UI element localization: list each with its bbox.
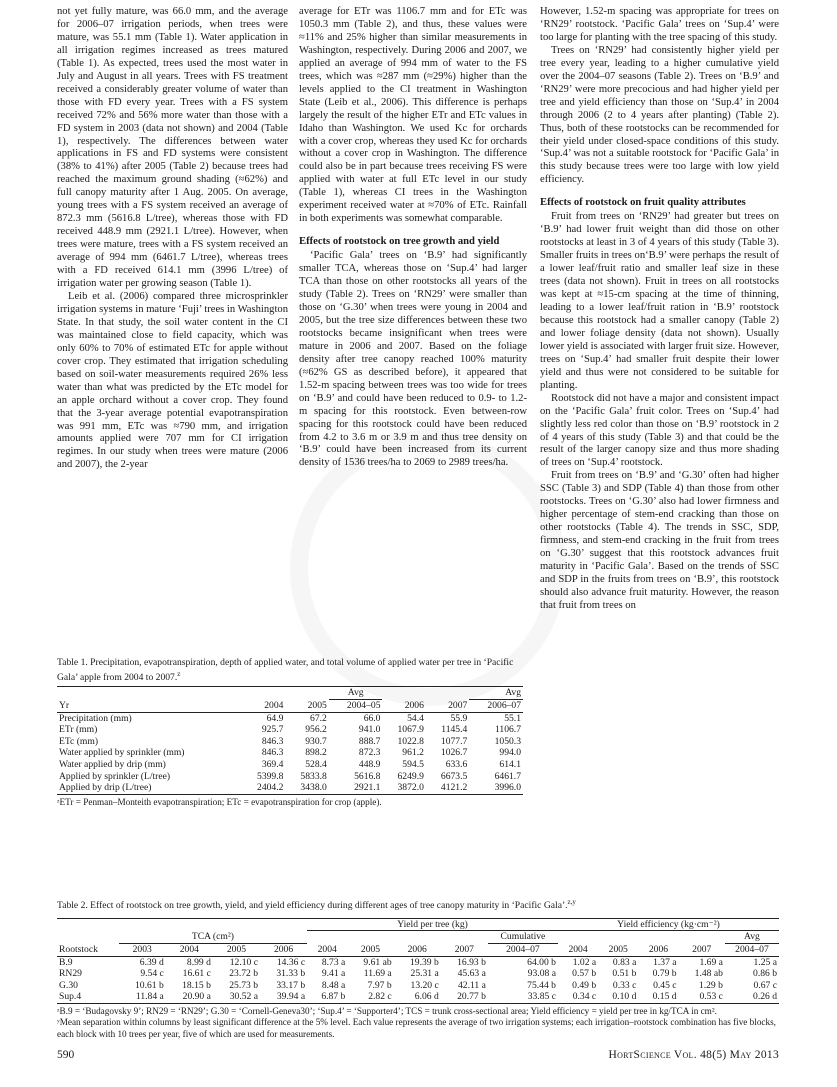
table-2-grid [57,918,779,1004]
row-label: Applied by drip (L/tree) [57,782,242,794]
row-label: Applied by sprinkler (L/tree) [59,770,171,782]
table-cell: 6461.7 [494,770,521,782]
table-cell: 10.61 b [135,979,164,991]
table-cell: 18.15 b [182,979,211,991]
table-cell: 1022.8 [397,735,424,747]
table-cell: 1.48 ab [694,968,723,980]
table-header: Rootstock [57,943,119,956]
table-header: 2006–07 [469,699,523,712]
row-label: G.30 [59,979,78,991]
table-header: 2005 [598,943,638,956]
table-cell: 0.86 b [753,968,777,980]
table-cell: 0.10 d [598,991,638,1003]
table-cell: 3872.0 [382,782,425,794]
table-cell: 7.97 b [367,979,392,991]
table-cell: 5833.8 [300,770,327,782]
table-cell: 0.45 c [653,979,677,991]
row-label: Sup.4 [57,991,119,1003]
table-cell: 9.54 c [140,968,164,980]
section-heading: Effects of rootstock on tree growth and yield [299,236,500,248]
table-cell: 8.99 d [186,956,211,968]
table-cell: 6249.9 [397,770,424,782]
table-cell: 961.2 [402,747,424,759]
table-cell: 994.0 [499,747,521,759]
table-2 [57,897,779,1040]
table-cell: 594.5 [402,758,424,770]
table-cell: 1.25 a [753,956,777,968]
table-cell: 1.69 a [699,956,723,968]
table-cell: 1.02 a [572,956,597,968]
table-row [57,759,523,771]
table-row [57,771,523,783]
table-cell: 1026.7 [440,747,468,759]
table-cell: 6.06 d [394,991,441,1003]
section-heading: Effects of rootstock on fruit quality attributes [540,197,746,209]
table-subheader: Cumulative [488,931,558,944]
table-caption [57,897,779,912]
table-caption-text: Table 2. Effect of rootstock on tree growth, yield, and yield efficiency during different ages of tree canopy maturity in ‘Pacific Gala’. [57,900,568,912]
table-cell: 0.15 d [638,991,678,1003]
table-cell: 23.72 b [229,968,258,980]
journal-citation: HortScience Vol. 48(5) May 2013 [608,1049,779,1061]
table-row [57,736,523,748]
table-cell: 0.67 c [753,979,777,991]
table-cell: 898.2 [305,747,327,759]
table-row [57,712,523,724]
table-header: 2005 [213,943,260,956]
table-cell: 31.33 b [276,968,306,980]
table-cell: 0.33 c [612,979,637,991]
table-header: Yr [57,699,242,712]
table-cell: 0.57 b [572,968,597,980]
table-cell: 925.7 [261,724,284,736]
table-header: 2005 [347,943,393,956]
table-header: 2006 [638,943,678,956]
table-cell: 19.39 b [409,956,439,968]
table-row [57,747,523,759]
table-cell: 0.51 b [612,968,637,980]
table-cell: 55.9 [450,712,468,724]
table-cell: 11.84 a [119,991,166,1003]
table-cell: 13.20 c [410,979,439,991]
table-subheader: Avg [725,931,779,944]
page-number: 590 [57,1049,75,1061]
table-cell: 888.7 [358,735,381,747]
table-cell: 930.7 [305,735,327,747]
table-row [57,724,523,736]
table-cell: 0.53 c [679,991,725,1003]
table-cell: 45.63 a [457,968,486,980]
table-header: 2007 [426,699,469,712]
table-cell: 846.3 [261,747,284,759]
paragraph: ‘Pacific Gala’ trees on ‘B.9’ had significantly smaller TCA, whereas those on ‘Sup.4’ had larger TCA than those on other rootstocks all years of the study (Table 2). Trees on ‘RN29’ were smaller than those on ‘G.30’ when trees were young in 2004 and 2005, but the tree size differences between these two rootstocks became insignificant when trees were mature in 2006 and 2007. Based on the foliage density after tree canopy reached 100% maturity (≈62% GS as described before), it appeared that 1.52-m spacing between trees was too wide for trees on ‘B.9’ and could have been reduced to 0.9- to 1.2-m spacing for this rootstock. Even between-row spacing for this rootstock could have been reduced from 4.2 to 3.6 m or 3.9 m and thus tree density on ‘B.9’ could have been increased from its current density of 1536 trees/ha to 2069 to 2989 trees/ha. [299,250,527,469]
table-footnote: ʸMean separation within columns by least significant difference at the 5% level. Each value represents the average of two irrigation systems; each irrigation–rootstock combination has five blocks, each block with 10 trees per year, five of which are used for measurements. [57,1017,776,1039]
table-cell: 0.83 a [612,956,637,968]
table-group-header: Yield per tree (kg) [307,918,558,931]
table-cell: 0.26 d [725,991,779,1003]
text-column-1 [57,6,288,472]
table-header: 2007 [679,943,725,956]
paragraph: Fruit from trees on ‘B.9’ and ‘G.30’ often had higher SSC (Table 3) and SDP (Table 4) than those from other rootstocks. Trees on ‘G.30’ also had lower firmness and higher percentage of stem-end cracking than those on other rootstocks (Table 4). The trends in SSC, SDP, firmness, and stem-end cracking in the fruit from trees on ‘G.30’ suggest that this rootstock advances fruit maturity in ‘Pacific Gala’. Based on the trends of SSC and SDP in the fruits from trees on ‘B.9’, this rootstock should also advance fruit maturity. However, the reason that fruit from trees on [540,470,779,611]
table-cell: 633.6 [445,758,468,770]
table-cell: 20.77 b [441,991,488,1003]
table-cell: 6.87 b [307,991,347,1003]
paragraph: However, 1.52-m spacing was appropriate for trees on ‘RN29’ rootstock. ‘Pacific Gala’ trees on ‘Sup.4’ were too large for planting with the tree spacing of this study. [540,6,779,43]
table-row [57,968,779,980]
text-column-3 [540,6,779,613]
table-header: 2006 [394,943,441,956]
table-cell: 1.29 b [698,979,723,991]
table-cell: 12.10 c [229,956,258,968]
table-group-header: Yield efficiency (kg·cm⁻²) [558,918,779,931]
table-header: 2004–05 [329,699,383,712]
table-cell: 67.2 [310,712,327,724]
table-header: 2003 [119,943,166,956]
table-cell: 30.52 a [213,991,260,1003]
table-cell: 42.11 a [457,979,486,991]
table-cell: 9.61 ab [363,956,392,968]
table-cell: 0.49 b [572,979,597,991]
paragraph: Fruit from trees on ‘RN29’ had greater but trees on ‘B.9’ had lower fruit weight than did those on other rootstocks at least in 3 of 4 years of this study (Table 3). Smaller fruits in trees on‘B.9’ were perhaps the result of a lower leaf/fruit ratio and smaller leaf size in these trees (data not shown). Fruit in trees on all rootstocks was kept at ≈15-cm spacing at the time of thinning, leading to a lower leaf/fruit ration in ‘B.9’ rootstock because this rootstock had a smaller canopy (Table 2) and lower foliage density (data not shown). Usually lower yield is associated with larger fruit size. However, trees on ‘Sup.4’ had smaller fruit despite their lower yield and thus were not considered to be suitable for planting. [540,211,779,391]
table-cell: 6.39 d [139,956,164,968]
table-cell: 16.61 c [182,968,211,980]
table-header: 2006 [382,699,425,712]
table-cell: 25.31 a [410,968,439,980]
table-row [57,956,779,968]
table-header: 2007 [441,943,488,956]
table-header: 2004 [242,699,285,712]
table-header-avg: Avg [329,687,383,700]
table-cell: 14.36 c [276,956,306,968]
table-header: 2004 [307,943,347,956]
paragraph: average for ETr was 1106.7 mm and for ETc was 1050.3 mm (Table 2), and thus, these values were ≈11% and 25% higher than similar measurements in Washington, respectively. During 2006 and 2007, we applied an average of 994 mm of water to the FS trees, which was ≈287 mm (≈29%) higher than the levels applied to the CI treatment in Washington State (Leib et al., 2006). This difference is perhaps largely the result of the higher ETr and ETc values in Idaho than Washington. We used Kc for orchards with a cover crop, whereas they used Kc for orchards without a cover crop in Washington. The difference could also be in part because trees receiving FS were applied with water at full ETc level in our study (Table 1), whereas CI trees in the Washington experiment received water at ≈70% of ETc. Rainfall in both experiments was somewhat comparable. [299,6,527,225]
table-cell: 3996.0 [469,782,523,794]
paragraph: Leib et al. (2006) compared three microsprinkler irrigation systems in mature ‘Fuji’ trees in Washington State. In that study, the soil water content in the CI was maintained close to field capacity, which was only 60% to 70% of estimated ETc for apple without cover crop. They estimated that irrigation scheduling based on soil-water measurements required 26% less water than what was predicted by the ETc model for an apple orchard without a cover crop. They found that the 3-year average potential evapotranspiration was 991 mm, ETc was ≈790 mm, and irrigation amounts applied were 707 mm for CI irrigation regimes. In our study when trees were mature (2006 and 2007), the 2-year [57,290,288,471]
table-cell: 2921.1 [329,782,383,794]
table-cell: 4121.2 [426,782,469,794]
table-cell: 1050.3 [494,735,521,747]
table-cell: 33.85 c [488,991,558,1003]
paragraph: Trees on ‘RN29’ had consistently higher yield per tree every year, leading to a higher cumulative yield over the 2004–07 seasons (Table 2). Trees on ‘B.9’ and ‘RN29’ were more precocious and had higher yield per tree and yield efficiency than those on ‘Sup.4’ in 2004 through 2006 (2 to 4 years after planting) (Table 2). Thus, both of these rootstocks can be recommended for their yield under closed-space conditions of this study. ‘Sup.4’ was not a suitable rootstock for ‘Pacific Gala’ in this study because trees were too large with low yield efficiency. [540,44,779,186]
table-header: 2006 [260,943,307,956]
table-cell: 3438.0 [285,782,328,794]
table-cell: 0.79 b [652,968,677,980]
table-row [57,980,779,992]
footnote-mark: z,y [567,898,576,906]
table-cell: 956.2 [305,724,327,736]
table-row [57,782,523,794]
table-row [57,991,779,1003]
table-cell: 6673.5 [440,770,468,782]
table-cell: 64.00 b [527,956,556,968]
row-label: Water applied by drip (mm) [59,758,166,770]
row-label: B.9 [59,956,73,968]
table-cell: 11.69 a [363,968,392,980]
row-label: ETr (mm) [59,724,98,736]
table-cell: 1106.7 [494,724,521,736]
table-cell: 1077.7 [440,735,468,747]
table-cell: 2404.2 [242,782,285,794]
table-cell: 614.1 [499,758,521,770]
table-cell: 25.73 b [229,979,258,991]
table-cell: 5399.8 [257,770,284,782]
table-cell: 33.17 b [276,979,306,991]
table-caption [57,657,523,683]
table-header: 2005 [285,699,328,712]
table-cell: 75.44 b [527,979,556,991]
table-header: 2004–07 [488,943,558,956]
table-cell: 448.9 [358,758,381,770]
table-cell: 16.93 b [457,956,486,968]
table-cell: 66.0 [363,712,381,724]
row-label: Water applied by sprinkler (mm) [59,747,185,759]
table-cell: 941.0 [358,724,381,736]
paragraph: Rootstock did not have a major and consistent impact on the ‘Pacific Gala’ fruit color. Trees on ‘Sup.4’ had slightly less red color than those on ‘B.9’ rootstock in 2 of 4 years of this study (Table 3) and that could be the result of the larger canopy size and thus more shading of trees on ‘Sup.4’ rootstock. [540,392,779,469]
table-footnote: ᶻB.9 = ‘Budagovsky 9’; RN29 = ‘RN29’; G.30 = ‘Cornell-Geneva30’; ‘Sup.4’ = ‘Supporter4’; TCS = trunk cross-sectional area; Yield efficiency = yield per tree in kg/TCA in cm². [57,1005,717,1016]
row-label: RN29 [59,968,82,980]
table-cell: 64.9 [266,712,284,724]
table-cell: 9.41 a [321,968,346,980]
table-cell: 1067.9 [397,724,424,736]
table-cell: 55.1 [504,712,521,724]
row-label: ETc (mm) [59,735,99,747]
table-header: 2004–07 [725,943,779,956]
table-caption-text: Table 1. Precipitation, evapotranspiration, depth of applied water, and total volume of applied water per tree in ‘Pacific Gala’ apple from 2004 to 2007. [57,657,514,683]
table-cell: 39.94 a [260,991,307,1003]
table-cell: 5616.8 [354,770,381,782]
table-cell: 528.4 [305,758,327,770]
paragraph: not yet fully mature, was 66.0 mm, and the average for 2006–07 irrigation periods, when trees were mature, was 55.1 mm (Table 1). Water application in all irrigation regimes increased as trees matured (Table 1). As expected, trees used the most water in July and August in all years. Trees with FS treatment received a considerably greater volume of water than those with FD every year. Trees with a FS system received 72% and 56% more water than those with a FD system in 2003 (data not shown) and 2004 (Table 1), respectively. The differences between water applications in FS and FD systems were consistent (38% to 41%) after 2005 (Table 2) because trees had reached the maximum ground shading (≈62%) and full canopy maturity after 1 Aug. 2005. On average, young trees with a FS system received an average of 872.3 mm (5616.8 L/tree), whereas those with FD received 448.9 mm (2921.1 L/tree). However, when trees were mature, trees with a FS system received an average of 994 mm (6461.7 L/tree), whereas trees with a FD received 614.1 mm (3996 L/tree) of irrigation water per growing season (Table 1). [57,6,288,290]
table-cell: 8.48 a [321,979,346,991]
table-1-grid [57,686,523,794]
table-group-header: TCA (cm²) [119,931,307,944]
table-cell: 20.90 a [166,991,213,1003]
table-cell: 872.3 [358,747,381,759]
table-cell: 2.82 c [347,991,393,1003]
table-footnote: ᶻETr = Penman–Monteith evapotranspiration; ETc = evapotranspiration for crop (apple). [57,796,382,807]
table-cell: 1.37 a [653,956,677,968]
table-cell: 1145.4 [441,724,468,736]
row-label: Precipitation (mm) [59,712,132,724]
text-column-2 [299,6,527,470]
table-header-avg: Avg [469,687,523,700]
footnote-mark: z [177,669,181,678]
table-cell: 93.08 a [527,968,556,980]
table-1 [57,657,523,808]
table-cell: 369.4 [261,758,284,770]
table-cell: 0.34 c [558,991,598,1003]
table-cell: 54.4 [407,712,424,724]
table-cell: 8.73 a [321,956,346,968]
table-header: 2004 [558,943,598,956]
table-header: 2004 [166,943,213,956]
table-cell: 846.3 [261,735,284,747]
